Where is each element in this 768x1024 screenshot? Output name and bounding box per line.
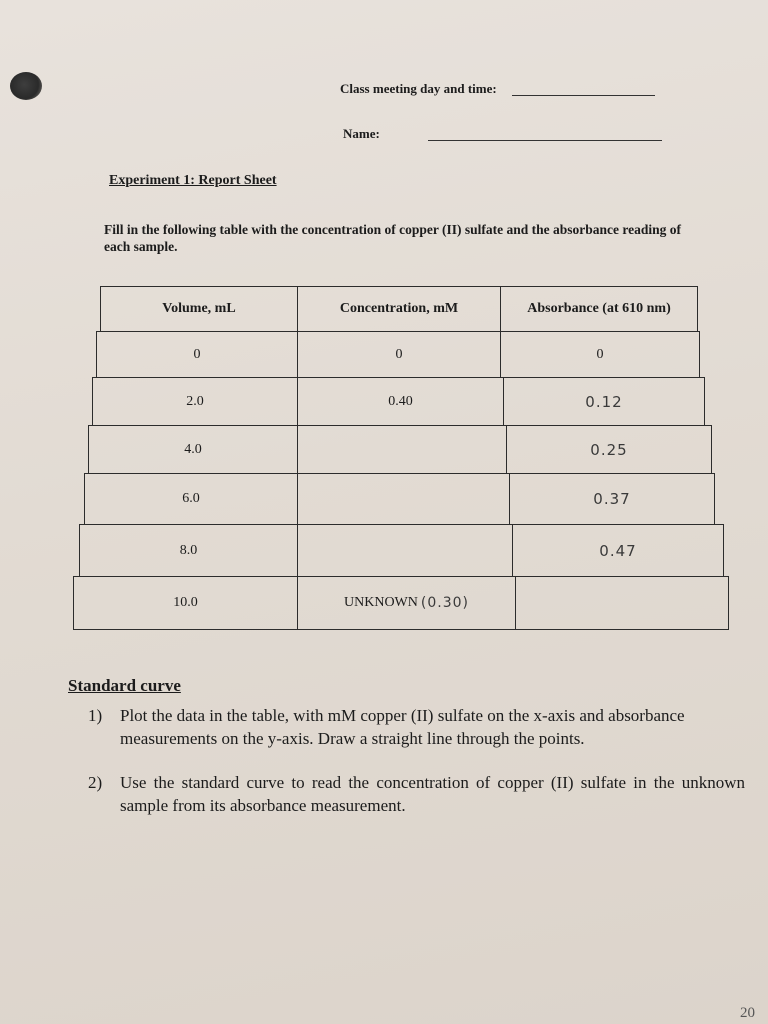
- punch-hole: [10, 72, 42, 100]
- table-cell-handwritten: 0.47: [512, 524, 724, 577]
- table-cell: 2.0: [92, 377, 298, 426]
- header-volume: Volume, mL: [100, 286, 298, 332]
- unknown-label: UNKNOWN: [344, 595, 418, 610]
- table-cell: 8.0: [79, 524, 298, 577]
- unknown-handwritten-value: (0.30): [420, 595, 469, 611]
- step-text: Use the standard curve to read the concentration of copper (II) sulfate in the unknown sample from its absorbance measurement.: [120, 773, 745, 815]
- table-cell: 0.40: [297, 377, 504, 426]
- table-cell: 0: [297, 331, 501, 378]
- table-cell-unknown: [297, 576, 516, 630]
- name-line: [428, 140, 662, 141]
- step-number: 1): [88, 706, 103, 725]
- table-cell: 4.0: [88, 425, 298, 474]
- table-cell: [515, 576, 729, 630]
- experiment-title: Experiment 1: Report Sheet: [109, 173, 277, 188]
- table-cell: [297, 425, 507, 474]
- table-cell: [297, 524, 513, 577]
- class-meeting-label: Class meeting day and time:: [340, 81, 497, 96]
- table-cell: 0: [96, 331, 298, 378]
- table-cell-handwritten: 0.25: [506, 425, 712, 474]
- step-number: 2): [88, 773, 103, 792]
- table-cell-handwritten: 0.12: [503, 377, 705, 426]
- table-cell-handwritten: 0.37: [509, 473, 715, 525]
- header-absorbance: Absorbance (at 610 nm): [500, 286, 698, 332]
- table-cell: 10.0: [73, 576, 298, 630]
- step-1: [88, 704, 738, 752]
- standard-curve-title: Standard curve: [68, 676, 181, 695]
- name-label: Name:: [343, 126, 380, 141]
- table-cell: [297, 473, 510, 525]
- step-text: Plot the data in the table, with mM copper (II) sulfate on the x-axis and absorbance measurements on the y-axis. Draw a straight line through the points.: [120, 706, 685, 748]
- page-number: 20: [740, 1005, 755, 1021]
- header-concentration: Concentration, mM: [297, 286, 501, 332]
- step-2: [88, 771, 748, 819]
- class-meeting-line: [512, 95, 655, 96]
- table-cell: 6.0: [84, 473, 298, 525]
- instructions-text: Fill in the following table with the concentration of copper (II) sulfate and the absorbance reading of each sample.: [104, 222, 681, 254]
- table-cell: 0: [500, 331, 700, 378]
